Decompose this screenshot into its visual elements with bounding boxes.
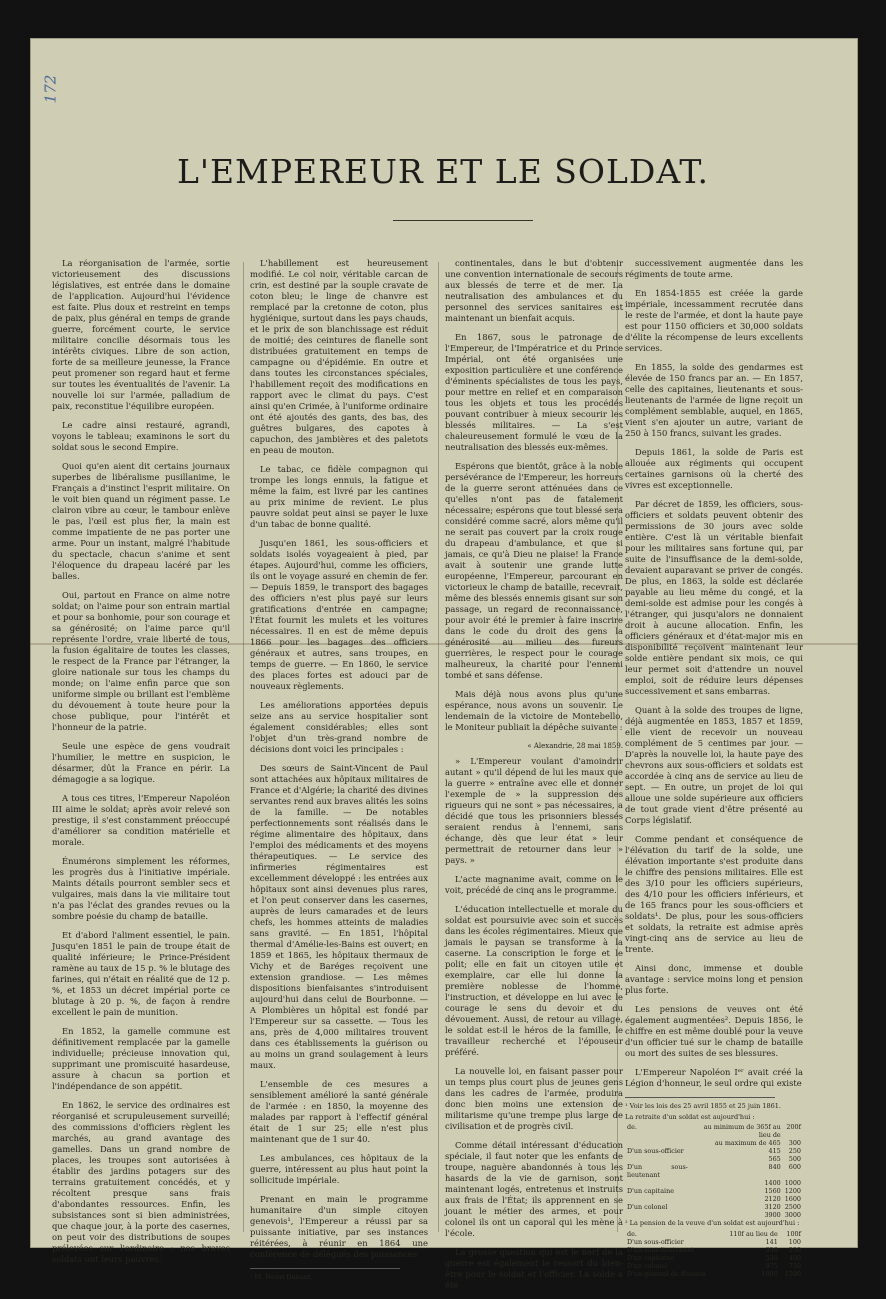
paragraph: Comme pendant et conséquence de l'élévation du tarif de la solde, une élévation importante s'est produite dans le chiffre des pensions militaires. Elle est des 3/10 pour les officiers supérieurs, des 4/10 pour les officiers inférieurs, et de 165 francs pour les sous-officiers et soldats¹. De plus, pour les sous-officiers et soldats, la retraite est admise après vingt-cinq ans de service au lieu de trente. [625, 834, 803, 954]
table-row [625, 1179, 803, 1187]
table-cell: 1200 [784, 1187, 801, 1195]
footnotes [625, 1102, 803, 1278]
table-cell: 250 [788, 1147, 801, 1155]
paragraph: L'ensemble de ces mesures a sensiblement amélioré la santé générale de l'armée : en 1850, la moyenne des malades par rapport à l'effectif général était de 1 sur 25; elle n'est plus maintenant que de 1 sur 40. [250, 1079, 428, 1144]
paragraph: Seule une espèce de gens voudrait l'humilier, le mettre en suspicion, le désarmer, dût la France en périr. La démagogie a sa logique. [52, 741, 230, 784]
column-2 [250, 258, 428, 1282]
table-row [625, 1211, 803, 1219]
paragraph: Comme détail intéressant d'éducation spéciale, il faut noter que les enfants de troupe, naguère abandonnés à tous les hasards de la vie de garnison, sont maintenant logés, entretenus et instruits aux frais de l'État; ils apprennent en se jouant le métier des armes, et pour colonel ils ont un caporal qui les mène à l'école. [445, 1140, 623, 1238]
table-cell [625, 1155, 690, 1163]
paragraph: Par décret de 1859, les officiers, sous-officiers et soldats peuvent obtenir des permissions de 30 jours avec solde entière. C'est là un véritable bienfait pour les militaires sans fortune qui, par suite de l'insuffisance de la demi-solde, devaient auparavant se priver de congés. De plus, en 1863, la solde est déclarée payable au lieu même du congé, et la demi-solde est admise pour les congés à l'étranger, qui jusqu'alors ne donnaient droit à aucune allocation. Enfin, les officiers généraux et d'état-major mis en disponibilité reçoivent maintenant leur solde entière pendant six mois, ce qui leur permet soit d'attendre un nouvel emploi, soit de réduire leurs dépenses successivement et sans embarras. [625, 499, 803, 696]
paragraph: L'Empereur Napoléon Iᵉʳ avait créé la Légion d'honneur, le seul ordre qui existe [625, 1067, 803, 1088]
table-cell: 2120 [764, 1195, 781, 1203]
paragraph: La nouvelle loi, en faisant passer pour un temps plus court plus de jeunes gens dans les cadres de l'armée, produira donc bien moins une extension de militarisme qu'une trempe plus large de civilisation et de progrès civil. [445, 1066, 623, 1131]
table-cell: 3120 [764, 1203, 781, 1211]
table-cell: 100f [786, 1229, 801, 1238]
paragraph: Des sœurs de Saint-Vincent de Paul sont attachées aux hôpitaux militaires de France et d'Algérie; la charité des divines servantes rend aux braves alités les soins de la famille. — De notables perfectionnements sont réalisés dans le régime alimentaire des hôpitaux, dans l'emploi des médicaments et des moyens thérapeutiques. — Le service des infirmeries régimentaires est excellemment développé : les entrées aux hôpitaux sont ainsi devenues plus rares, et l'on peut conserver dans les casernes, auprès de leurs camarades et de leurs chefs, les hommes atteints de maladies sans gravité. — En 1851, l'hôpital thermal d'Amélie-les-Bains est ouvert; en 1859 et 1865, les hôpitaux thermaux de Vichy et de Baréges reçoivent une extension grandiose. — Les mêmes dispositions bienfaisantes s'introduisent aujourd'hui dans celui de Bourbonne. — A Plombières un hôpital est fondé par l'Empereur sur sa cassette. — Tous les ans, près de 4,000 militaires trouvent dans ces établissements la guérison ou au moins un grand soulagement à leurs maux. [250, 763, 428, 1070]
paragraph: En 1867, sous le patronage de l'Empereur, de l'Impératrice et du Prince Impérial, ont été organisées une exposition particulière et une conférence d'éminents spécialistes de tous les pays, pour mettre en relief et en comparaison tous les objets et tous les procédés pouvant contribuer à mieux secourir les blessés militaires. — La s'est chaleureusement formulé le vœu de la neutralisation des blessés eux-mêmes. [445, 332, 623, 452]
table-cell: au minimum de 365f au lieu de [703, 1123, 781, 1139]
table-cell: 565 [768, 1155, 781, 1163]
paragraph: La grosse question qui est le nerf de la guerre est également le ressort du bien-être pour le soldat et l'officier. La solde a été [445, 1247, 623, 1290]
column-1 [52, 258, 230, 1273]
paragraph: Énumérons simplement les réformes, les progrès dus à l'initiative impériale. Maints détails pourront sembler secs et vulgaires, mais dans la vie militaire tout n'a pas l'éclat des grandes revues ou la sombre poésie du champ de bataille. [52, 856, 230, 921]
table-cell: 350 [765, 1245, 778, 1254]
table-row [625, 1262, 803, 1270]
paragraph: Quant à la solde des troupes de ligne, déjà augmentée en 1853, 1857 et 1859, elle vient de recevoir un nouveau complément de 5 centimes par jour. — D'après la nouvelle loi, la haute paye des chevrons aux sous-officiers et soldats est accordée à cinq ans de service au lieu de sept. — En outre, un projet de loi qui alloue une solde supérieure aux officiers de tout grade vient d'être présenté au Corps législatif. [625, 705, 803, 825]
table-cell: D'un sous-officier [627, 1147, 684, 1155]
table-cell: 975 [765, 1261, 778, 1270]
paragraph: Les pensions de veuves ont été également augmentées². Depuis 1856, le chiffre en est même doublé pour la veuve d'un officier tué sur le champ de bataille ou mort des suites de ses blessures. [625, 1004, 803, 1058]
table-cell: 1500 [784, 1269, 801, 1278]
paragraph: Et d'abord l'aliment essentiel, le pain. Jusqu'en 1851 le pain de troupe était de qualité inférieure; le Prince-Président ramène au taux de 15 p. % le blutage des farines, qui n'était en réalité que de 12 p. %, et 1853 un décret impérial porte ce blutage à 20 p. %, de façon à rendre excellent le pain de munition. [52, 930, 230, 1017]
table-cell: 1600 [784, 1195, 801, 1203]
pension-table-widow [625, 1230, 803, 1278]
table-cell: 110f au lieu de [729, 1229, 778, 1238]
table-row [625, 1139, 803, 1147]
table-cell: 415 [768, 1147, 781, 1155]
column-separator [438, 262, 439, 1232]
table-cell: 500 [788, 1155, 801, 1163]
table-cell: D'un colonel [627, 1261, 668, 1270]
paragraph: En 1855, la solde des gendarmes est élevée de 150 francs par an. — En 1857, celle des capitaines, lieutenants et sous-lieutenants de l'armée de ligne reçoit un complément semblable, auquel, en 1865, vient s'en ajouter un autre, variant de 250 à 150 francs, suivant les grades. [625, 362, 803, 438]
footnote-title: ¹ Voir les lois des 25 avril 1855 et 25 juin 1861. [625, 1102, 781, 1110]
table-cell: 530 [765, 1253, 778, 1262]
dispatch-dateline: « Alexandrie, 28 mai 1859. [527, 742, 623, 750]
table-cell: 3000 [784, 1211, 801, 1219]
table-row [625, 1270, 803, 1278]
table-cell: 100 [788, 1237, 801, 1246]
table-cell: 300 [788, 1139, 801, 1147]
table-row [625, 1230, 803, 1238]
table-cell: D'un général de division [627, 1269, 706, 1278]
table-cell: 1000 [784, 1179, 801, 1187]
table-cell: 1900 [761, 1269, 778, 1278]
table-row [625, 1123, 803, 1139]
table-cell: de. [627, 1229, 637, 1238]
table-cell: 1560 [764, 1187, 781, 1195]
table-cell: D'un capitaine [627, 1253, 674, 1262]
table-cell [625, 1139, 690, 1147]
paragraph: Les améliorations apportées depuis seize ans au service hospitalier sont également considérables; elles sont l'objet d'un très-grand nombre de décisions dont voici les principales : [250, 700, 428, 754]
paragraph: successivement augmentée dans les régiments de toute arme. [625, 258, 803, 279]
table-cell: 3900 [764, 1211, 781, 1219]
table-cell [625, 1179, 690, 1187]
paragraph: L'acte magnanime avait, comme on le voit, précédé de cinq ans le programme. [445, 874, 623, 895]
paragraph: Ainsi donc, immense et double avantage : service moins long et pension plus forte. [625, 963, 803, 995]
table-cell: de. [627, 1123, 637, 1131]
paragraph: En 1854-1855 est créée la garde impériale, incessamment recrutée dans le reste de l'armée, et dont la haute paye est pour 1150 officiers et 30,000 soldats d'élite la récompense de leurs excellents services. [625, 288, 803, 353]
paragraph: Le tabac, ce fidèle compagnon qui trompe les longs ennuis, la fatigue et même la faim, est livré par les cantines au prix minime de revient. Le plus pauvre soldat peut ainsi se payer le luxe d'un tabac de bonne qualité. [250, 464, 428, 529]
paragraph: » L'Empereur voulant d'amoindrir autant » qu'il dépend de lui les maux que la guerre » entraîne avec elle et donner l'exemple de » la suppression des rigueurs qui ne sont » pas nécessaires, a décidé que tous les prisonniers blessés seraient rendus à l'ennemi, sans échange, dès que leur état » leur permettrait de retourner dans leur » pays. » [445, 756, 623, 865]
page-title: L'EMPEREUR ET LE SOLDAT. [176, 152, 710, 191]
table-cell [625, 1211, 690, 1219]
table-cell: 141 [765, 1237, 778, 1246]
table-cell: D'un colonel [627, 1203, 668, 1211]
table-cell: 750 [788, 1261, 801, 1270]
paragraph: L'habillement est heureusement modifié. Le col noir, véritable carcan de crin, est destiné par la souple cravate de coton bleu; le linge de chanvre est remplacé par la cretonne de coton, plus hygiénique, surtout dans les pays chauds, et le prix de son blanchissage est réduit de moitié; des ceintures de flanelle sont distribuées gratuitement en temps de campagne ou d'épidémie. En outre et dans toutes les circonstances spéciales, l'habillement reçoit des modifications en rapport avec le climat du pays. C'est ainsi qu'en Crimée, à l'uniforme ordinaire ont été ajoutés des gants, des bas, des guêtres bulgares, des capotes à capuchon, des jambières et des paletots en peau de mouton. [250, 258, 428, 455]
paragraph: Mais déjà nous avons plus qu'une espérance, nous avons un souvenir. Le lendemain de la victoire de Montebello, le Moniteur publiait la dépêche suivante : [445, 689, 623, 732]
paragraph: L'éducation intellectuelle et morale du soldat est poursuivie avec soin et succès dans les écoles régimentaires. Mieux que jamais le paysan se transforme à la caserne. La conscription le forge et le polit; elle en fait un citoyen utile et exemplaire, car elle lui donne la première noblesse de l'homme, l'instruction, et développe en lui avec le courage le sens du devoir et du dévouement. Aussi, de retour au village, le soldat est-il le héros de la famille, le travailleur recherché et l'épouseur préféré. [445, 904, 623, 1057]
paragraph: Quoi qu'en aient dit certains journaux superbes de libéralisme pusillanime, le Français a d'instinct l'esprit militaire. On le voit bien quand un régiment passe. Le clairon vibre au cœur, le tambour enlève le pas, l'œil est plus fier, la main est comme impatiente de ne pas porter une arme. Pour un instant, malgré l'habitude du spectacle, chacun s'anime et sent l'éloquence du drapeau lacéré par les balles. [52, 461, 230, 581]
paragraph: continentales, dans le but d'obtenir une convention internationale de secours aux blessés de terre et de mer. La neutralisation des ambulances et du personnel des services sanitaires est maintenant un bienfait acquis. [445, 258, 623, 323]
table-row [625, 1246, 803, 1254]
paragraph: En 1852, la gamelle commune est définitivement remplacée par la gamelle individuelle; précieuse innovation qui, supprimant une promiscuité hasardeuse, assure à chacun sa portion et l'indépendance de son appétit. [52, 1026, 230, 1091]
table-row [625, 1254, 803, 1262]
table-cell: 1400 [764, 1179, 781, 1187]
table-cell: 400 [788, 1253, 801, 1262]
paragraph: Prenant en main le programme humanitaire d'un simple citoyen genevois¹, l'Empereur a réussi par sa puissante initiative, par ses instances réitérées, à réunir en 1864 une conférence de délégués des puissances [250, 1194, 428, 1259]
footnote: ¹ M. Henri Dunant. [250, 1273, 313, 1281]
table-cell: D'un sous-officier [627, 1237, 684, 1246]
paragraph: Le cadre ainsi restauré, agrandi, voyons le tableau; examinons le sort du soldat sous le second Empire. [52, 420, 230, 452]
table-row [625, 1203, 803, 1211]
paragraph: Les ambulances, ces hôpitaux de la guerre, intéressent au plus haut point la sollicitude impériale. [250, 1153, 428, 1185]
table-cell: D'un capitaine [627, 1187, 674, 1195]
footnote-title: ² La pension de la veuve d'un soldat est aujourd'hui : [625, 1219, 800, 1227]
table-row [625, 1155, 803, 1163]
footnote-rule [625, 1097, 775, 1098]
table-cell: au maximum de 465 [714, 1139, 781, 1147]
paragraph: Jusqu'en 1861, les sous-officiers et soldats isolés voyageaient à pied, par étapes. Aujourd'hui, comme les officiers, ils ont le voyage assuré en chemin de fer. — Depuis 1859, le transport des bagages des officiers n'est plus payé sur leurs gratifications d'entrée en campagne; l'État fournit les mulets et les voitures nécessaires. Il en est de même depuis 1866 pour les bagages des officiers généraux et autres, sans troupes, en temps de guerre. — En 1860, le service des places fortes est adouci par de nouveaux règlements. [250, 538, 428, 691]
paragraph: La réorganisation de l'armée, sortie victorieusement des discussions législatives, est entrée dans le domaine de l'application. Aujourd'hui l'évidence est faite. Plus doux et restreint en temps de paix, plus général en temps de grande guerre, forcément courte, le service militaire concilie désormais tous les intérêts civiques. Libre de son action, forte de sa meilleure jeunesse, la France peut promener son regard haut et ferme sur toutes les éventualités de l'avenir. La nouvelle loi sur l'armée, palladium de paix, reconstitue l'équilibre européen. [52, 258, 230, 411]
table-row [625, 1238, 803, 1246]
handwritten-page-number: 172 [41, 74, 60, 104]
column-separator [243, 262, 244, 1232]
table-cell: 250 [788, 1245, 801, 1254]
table-row [625, 1163, 803, 1179]
column-4 [625, 258, 803, 1278]
table-cell: 600 [788, 1163, 801, 1171]
footnote-subtitle: La retraite d'un soldat est aujourd'hui : [625, 1112, 755, 1121]
table-cell: D'un sous-lieutenant [627, 1245, 694, 1254]
table-cell: 2500 [784, 1203, 801, 1211]
table-cell: 200f [786, 1123, 801, 1131]
pension-table-soldier [625, 1123, 803, 1219]
title-rule [393, 220, 533, 221]
paragraph: A tous ces titres, l'Empereur Napoléon III aime le soldat; après avoir relevé son prestige, il s'est constamment préoccupé d'améliorer sa condition matérielle et morale. [52, 793, 230, 847]
table-cell: D'un sous-lieutenant [627, 1163, 688, 1179]
table-cell: 840 [768, 1163, 781, 1171]
table-row [625, 1195, 803, 1203]
table-row [625, 1187, 803, 1195]
paragraph: Depuis 1861, la solde de Paris est allouée aux régiments qui occupent certaines garnisons où la cherté des vivres est exceptionnelle. [625, 447, 803, 490]
footnote-rule [250, 1268, 400, 1269]
paragraph: Espérons que bientôt, grâce à la noble persévérance de l'Empereur, les horreurs de la guerre seront atténuées dans ce qu'elles n'ont pas de fatalement nécessaire; espérons que tout blessé sera considéré comme sacré, alors même qu'il ne serait pas couvert par la croix rouge du drapeau d'ambulance, et que si jamais, ce qu'à Dieu ne plaise! la France avait à soutenir une grande lutte européenne, l'Empereur, parcourant en victorieux le champ de bataille, recevrait, même des blessés ennemis gisant sur son passage, un regard de reconnaissance, pour avoir été le premier à faire inscrire dans le code du droit des gens la générosité au milieu des fureurs guerrières, le respect pour le courage malheureux, la charité pour l'ennemi tombé et sans défense. [445, 461, 623, 680]
paragraph: En 1862, le service des ordinaires est réorganisé et scrupuleusement surveillé; des commissions d'officiers règlent les marchés, au grand avantage des gamelles. Dans un grand nombre de places, les troupes sont autorisées à établir des jardins potagers sur des terrains gratuitement concédés, et y récoltent presque sans frais d'abondantes ressources. Enfin, les subsistances sont si bien administrées, que chaque jour, à la porte des casernes, on peut voir des distributions de soupes prélevées sur l'ordinaire : nos braves soldats ont leurs pauvres. [52, 1100, 230, 1264]
column-3 [445, 258, 623, 1299]
table-cell [625, 1195, 690, 1203]
table-row [625, 1147, 803, 1155]
paragraph: Oui, partout en France on aime notre soldat; on l'aime pour son entrain martial et pour sa bonhomie, pour son courage et sa générosité; on l'aime parce qu'il représente l'ordre, vraie liberté de tous, la fusion égalitaire de toutes les classes, le respect de la France par l'étranger, la gloire nationale sur tous les champs du monde; on l'aime enfin parce que son uniforme simple ou brillant est l'emblème du dévouement à toute heure pour la chose publique, pour l'intérêt et l'honneur de la patrie. [52, 590, 230, 732]
